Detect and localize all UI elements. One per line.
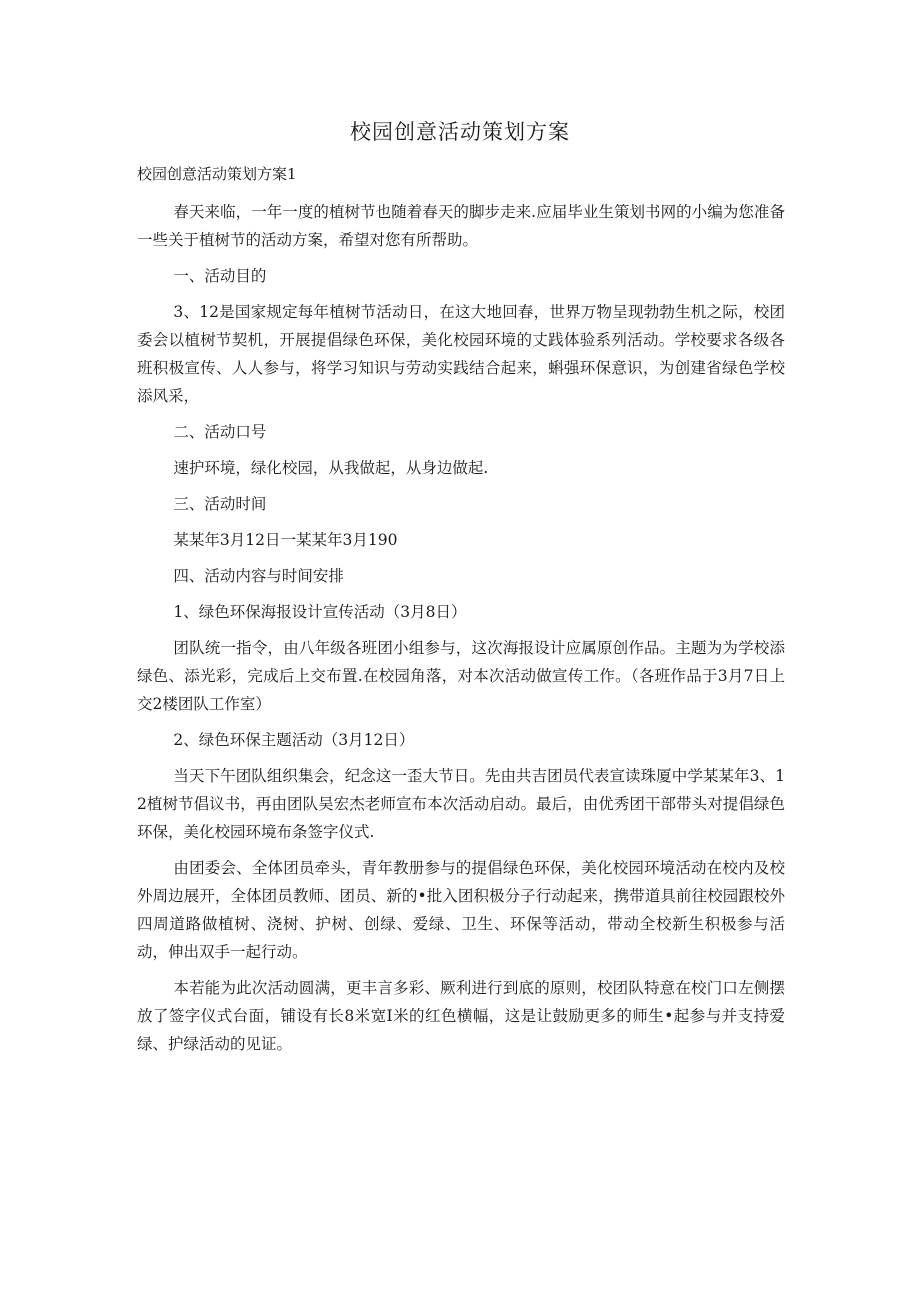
heading-poster-activity: 1、绿色环保海报设计宣传活动（3月8日）: [173, 603, 467, 621]
heading-schedule: 四、活动内容与时间安排: [173, 567, 344, 585]
heading-theme-activity: 2、绿色环保主题活动（3月12日）: [173, 731, 415, 749]
document-body: [137, 198, 785, 1066]
paragraph-purpose: 3、12是国家规定每年植树节活动日，在这大地回春，世界万物呈现勃勃生机之际，校团委会以植树节契机，开展提倡绿色环保，美化校园环境的丈践体验系列活动。学校要求各级各班积极宣传、人人参与，将学习知识与劳动实践结合起来，蝌强环保意识，为创建省绿色学校添风采，: [137, 303, 785, 405]
heading-purpose: 一、活动目的: [173, 267, 267, 285]
paragraph-signing-ceremony: 本若能为此次活动圆满，更丰言多彩、厥利进行到底的原则，校团队特意在校门口左侧摆放了签字仪式台面，铺设有长8米宽I米的红色横幅，这是让鼓励更多的师生•起参与并支持爱绿、护绿活动的见证。: [137, 979, 785, 1053]
document-title: 校园创意活动策划方案: [350, 120, 570, 144]
paragraph-campus-activity: 由团委会、全体团员牵头，青年教册参与的提倡绿色环保，美化校园环境活动在校内及校外周边展开，全体团员教师、团员、新的•批入团积极分子行动起来，携带道具前往校园跟校外四周道路做植树、浇树、护树、创绿、爱绿、卫生、环保等活动，带动全校新生积极参与活动，伸出双手一起行动。: [137, 859, 785, 961]
paragraph-theme-activity: 当天下午团队组织集会，纪念这一歪大节日。先由共吉团员代表宣读珠厦中学某某年3、12植树节倡议书，再由团队吴宏杰老师宣布本次活动启动。最后，由优秀团干部带头对提倡绿色环保，美化校园环境布条签字仪式.: [137, 767, 785, 841]
document-subtitle: 校园创意活动策划方案1: [137, 165, 297, 183]
paragraph-intro: 春天来临，一年一度的植树节也随着春天的脚步走来.应届毕业生策划书网的小编为您准备一些关于植树节的活动方案，希望对您有所帮助。: [137, 203, 785, 249]
paragraph-time: 某某年3月12日一某某年3月190: [173, 531, 398, 549]
paragraph-slogan: 速护环境，绿化校园，从我做起，从身边做起.: [173, 459, 489, 477]
heading-slogan: 二、活动口号: [173, 423, 267, 441]
heading-time: 三、活动时间: [173, 495, 267, 513]
paragraph-poster-activity: 团队统一指令，由八年级各班团小组参与，这次海报设计应属原创作品。主题为为学校添绿色、添光彩，完成后上交布置.在校园角落，对本次活动做宣传工作。（各班作品于3月7日上交2楼团队工作室）: [137, 639, 785, 713]
